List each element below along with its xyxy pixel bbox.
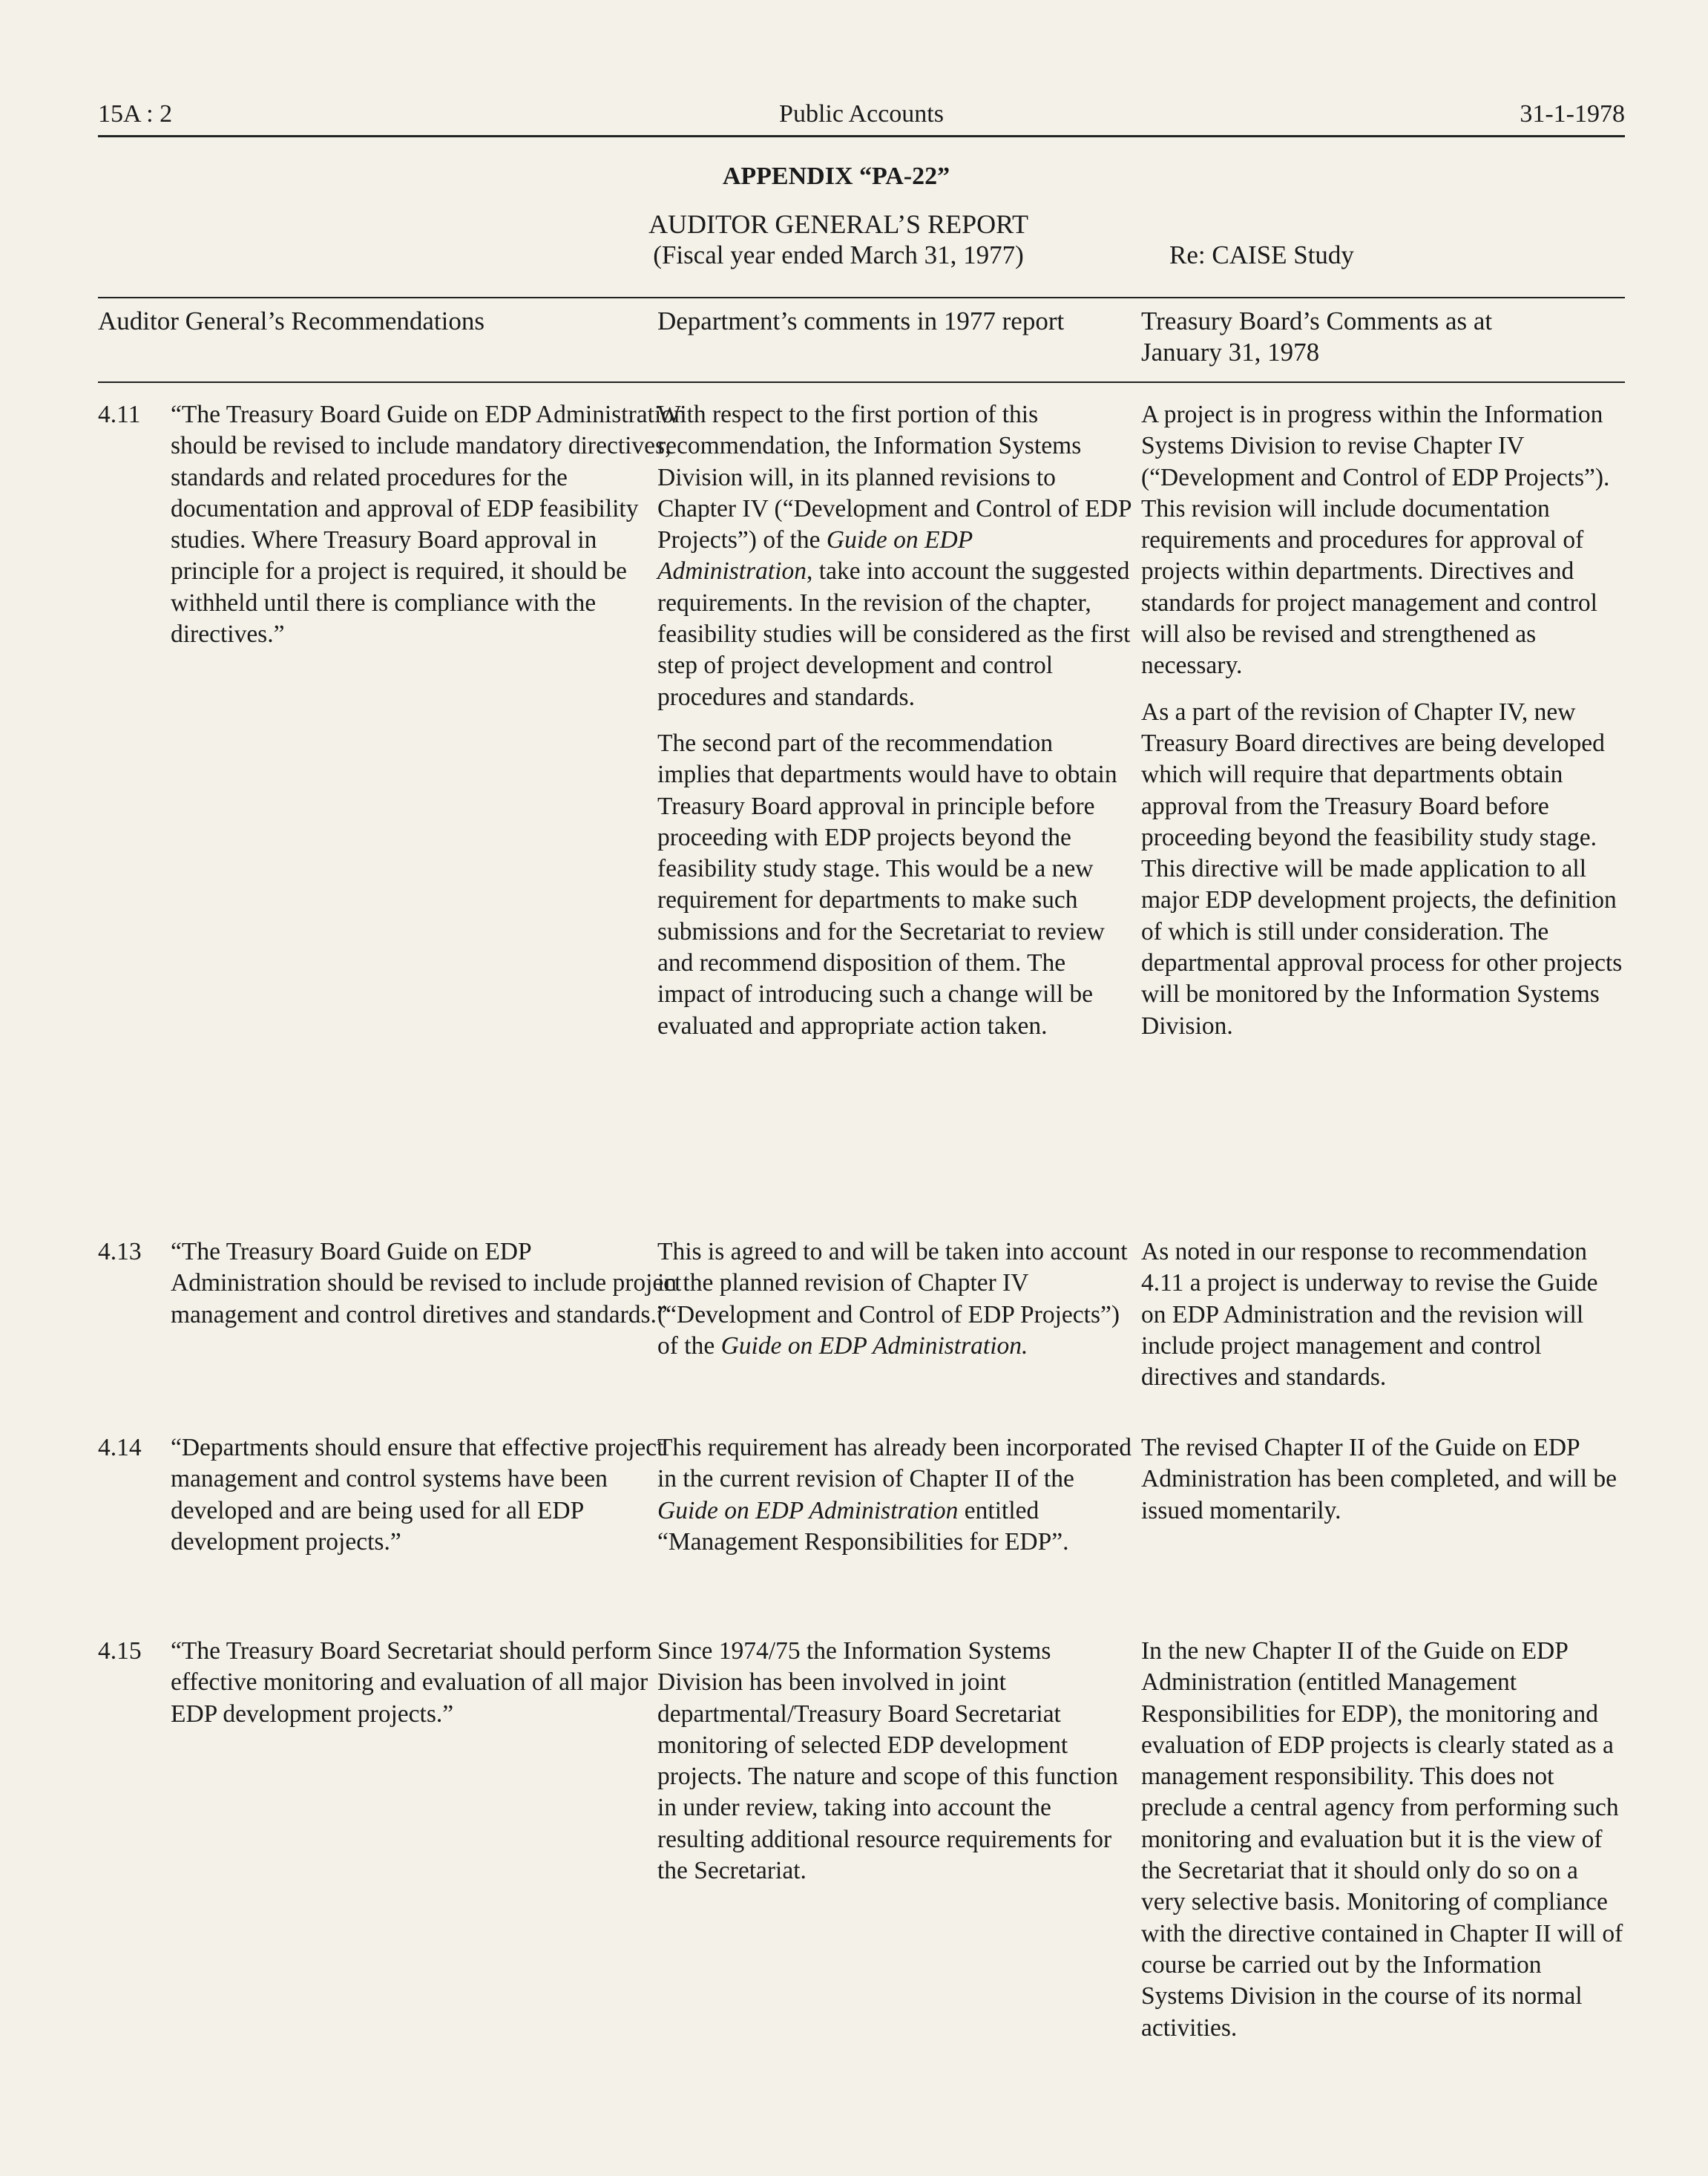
recommendation-text: “The Treasury Board Guide on EDP Administration should be revised to include project management and control diretives and standards.”: [171, 1238, 682, 1328]
recommendation-number: 4.15: [98, 1637, 142, 1665]
department-comment-paragraph: The second part of the recommendation implies that departments would have to obtain Treasury Board approval in principle before proceeding with EDP projects beyond the feasibility study stage. This would be a new requirement for departments to make such submissions and for the Secretariat to review and recommend disposition of them. The impact of introducing such a change will be evaluated and appropriate action taken.: [657, 729, 1117, 1040]
treasury-board-comment: [1141, 399, 1625, 1042]
treasury-board-comment-paragraph: As a part of the revision of Chapter IV, new Treasury Board directives are being developed which will require that departments obtain approval from the Treasury Board before proceeding beyond the feasibility study stage. This directive will be made application to all major EDP development projects, the definition of which is still under consideration. The departmental approval process for other projects will be monitored by the Information Systems Division.: [1141, 698, 1623, 1040]
department-comment: This is agreed to and will be taken into account in the planned revision of Chapter IV (“Development and Control of EDP Projects”) of the Guide on EDP Administration.: [657, 1238, 1128, 1360]
report-title: AUDITOR GENERAL’S REPORT: [648, 209, 1028, 239]
column-header-tb-comments: Treasury Board’s Comments as at January 31, 1978: [1141, 307, 1493, 367]
department-comment: [657, 399, 1132, 1042]
recommendation-text: “The Treasury Board Secretariat should perform effective monitoring and evaluation of all major EDP development projects.”: [171, 1637, 652, 1728]
recommendation-number: 4.11: [98, 401, 141, 428]
header-rule: [98, 135, 1625, 137]
treasury-board-comment: In the new Chapter II of the Guide on EDP Administration (entitled Management Responsibilities for EDP), the monitoring and evaluation of EDP projects is clearly stated as a management responsibility. This does not preclude a central agency from performing such monitoring and evaluation but it is the view of the Secretariat that it should only do so on a very selective basis. Monitoring of compliance with the directive contained in Chapter II will of course be carried out by the Information Systems Division in the course of its normal activities.: [1141, 1637, 1623, 2042]
column-header-recommendations: Auditor General’s Recommendations: [98, 307, 485, 335]
treasury-board-comment: As noted in our response to recommendation 4.11 a project is underway to revise the Guide on EDP Administration and the revision will include project management and control directives and standards.: [1141, 1238, 1598, 1392]
treasury-board-comment: The revised Chapter II of the Guide on EDP Administration has been completed, and will be issued momentarily.: [1141, 1434, 1617, 1524]
column-header-dept-comments: Department’s comments in 1977 report: [657, 307, 1065, 335]
page-reference: 15A : 2: [98, 100, 173, 128]
appendix-title: APPENDIX “PA-22”: [722, 163, 950, 190]
table-header-rule: [98, 381, 1625, 383]
department-comment-paragraph: With respect to the first portion of this recommendation, the Information Systems Division will, in its planned revisions to Chapter IV (“Development and Control of EDP Projects”) of the Guide on EDP Administration, take into account the suggested requirements. In the revision of the chapter, feasibility studies will be considered as the first step of project development and control procedures and standards.: [657, 401, 1131, 711]
recommendation-number: 4.13: [98, 1238, 142, 1265]
recommendation-text: “Departments should ensure that effective project management and control systems have been developed and are being used for all EDP development projects.”: [171, 1434, 664, 1556]
recommendation-number: 4.14: [98, 1434, 142, 1461]
publication-title: Public Accounts: [779, 100, 944, 128]
treasury-board-comment-paragraph: A project is in progress within the Information Systems Division to revise Chapter IV (“Development and Control of EDP Projects”). This revision will include documentation requirements and procedures for approval of projects within departments. Directives and standards for project management and control will also be revised and strengthened as necessary.: [1141, 401, 1610, 680]
issue-date: 31-1-1978: [1520, 100, 1625, 128]
fiscal-year-note: (Fiscal year ended March 31, 1977): [653, 240, 1024, 269]
department-comment: This requirement has already been incorporated in the current revision of Chapter II of the Guide on EDP Administration entitled “Management Responsibilities for EDP”.: [657, 1434, 1132, 1556]
table-top-rule: [98, 297, 1625, 298]
department-comment: Since 1974/75 the Information Systems Division has been involved in joint departmental/Treasury Board Secretariat monitoring of selected EDP development projects. The nature and scope of this function in under review, taking into account the resulting additional resource requirements for the Secretariat.: [657, 1637, 1118, 1885]
subject-line: Re: CAISE Study: [1169, 240, 1354, 269]
recommendation-text: “The Treasury Board Guide on EDP Administration should be revised to include mandatory directives, standards and related procedures for the documentation and approval of EDP feasibility studies. Where Treasury Board approval in principle for a project is required, it should be withheld until there is compliance with the directives.”: [171, 401, 686, 649]
